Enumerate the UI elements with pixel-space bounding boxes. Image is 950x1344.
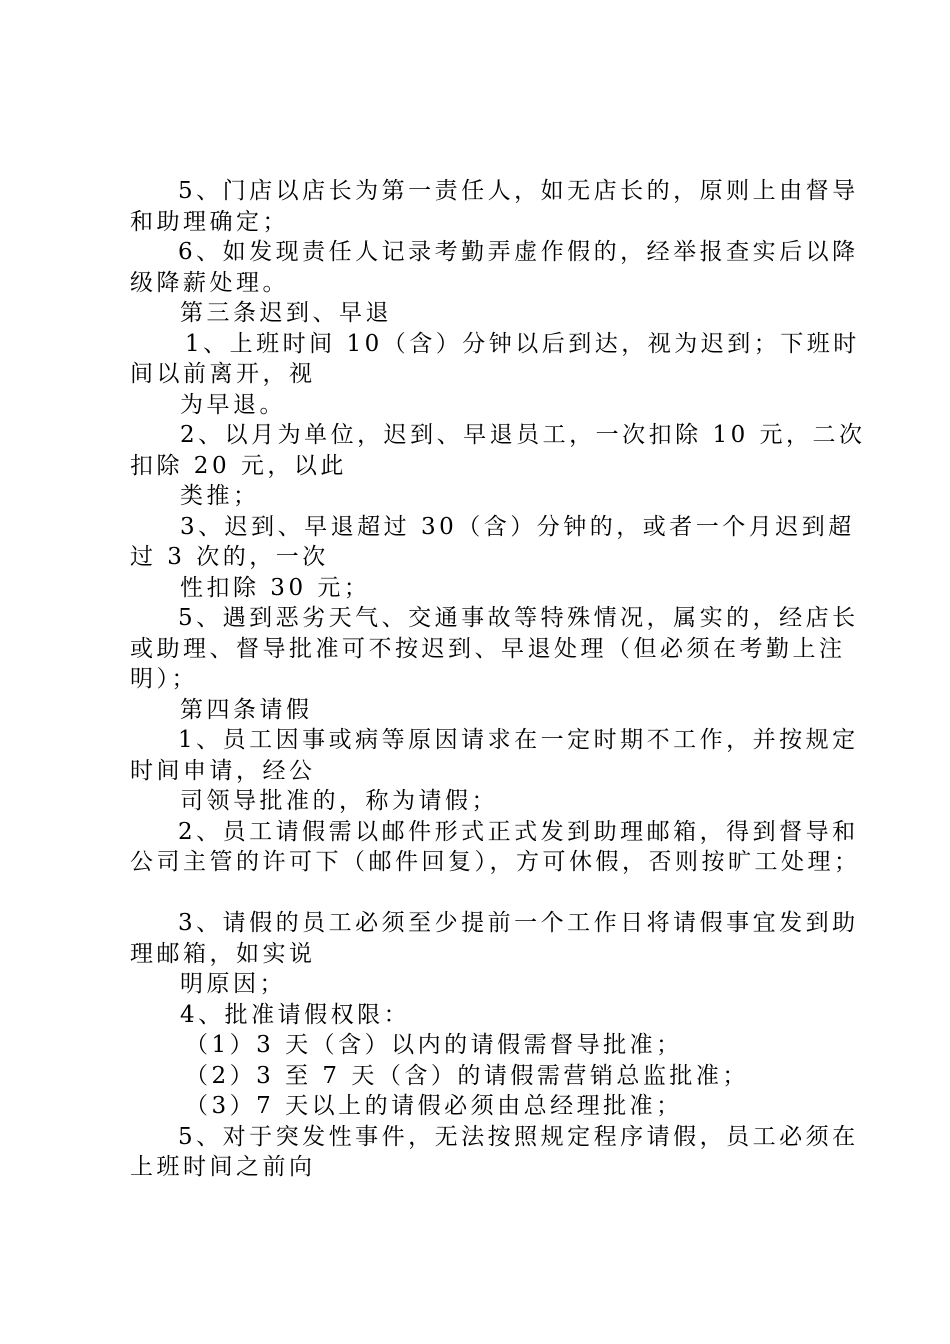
paragraph-line: 级降薪处理。 [130, 269, 289, 296]
paragraph-line: 理邮箱，如实说 [130, 940, 316, 967]
paragraph-line: 为早退。 [180, 391, 286, 418]
paragraph-line: 1、员工因事或病等原因请求在一定时期不工作，并按规定 [178, 727, 859, 753]
paragraph-line: 5、对于突发性事件，无法按照规定程序请假，员工必须在 [178, 1123, 859, 1150]
list-item: （3）7 天以上的请假必须由总经理批准； [185, 1093, 683, 1119]
paragraph-line: 1、上班时间 10（含）分钟以后到达，视为迟到；下班时 [185, 330, 860, 357]
paragraph-line: 过 3 次的，一次 [130, 544, 329, 570]
paragraph-line: 类推； [180, 483, 260, 509]
document-body [130, 176, 866, 1183]
paragraph-line: 和助理确定； [130, 208, 289, 235]
paragraph-line: 上班时间之前向 [130, 1154, 316, 1180]
paragraph-line: 公司主管的许可下（邮件回复），方可休假，否则按旷工处理； [130, 849, 861, 875]
paragraph-line: 或助理、督导批准可不按迟到、早退处理（但必须在考勤上注 [130, 635, 846, 662]
blank-line [130, 878, 842, 909]
paragraph-line: 4、批准请假权限： [180, 1001, 411, 1028]
section-heading: 第三条迟到、早退 [180, 300, 392, 326]
paragraph-line: 5、遇到恶劣天气、交通事故等特殊情况，属实的，经店长 [178, 605, 859, 631]
paragraph-line: 3、迟到、早退超过 30（含）分钟的，或者一个月迟到超 [180, 513, 855, 540]
paragraph-line: 司领导批准的，称为请假； [180, 788, 498, 814]
list-item: （1）3 天（含）以内的请假需督导批准； [185, 1032, 683, 1058]
paragraph-line: 6、如发现责任人记录考勤弄虚作假的，经举报查实后以降 [178, 239, 859, 265]
paragraph-line: 2、员工请假需以邮件形式正式发到助理邮箱，得到督导和 [178, 818, 859, 845]
paragraph-line: 性扣除 30 元； [180, 574, 371, 601]
paragraph-line: 明原因； [180, 971, 286, 997]
paragraph-line: 3、请假的员工必须至少提前一个工作日将请假事宜发到助 [178, 910, 859, 936]
paragraph-line: 时间申请，经公 [130, 757, 316, 784]
section-heading: 第四条请假 [180, 696, 313, 723]
paragraph-line: 扣除 20 元，以此 [130, 452, 347, 479]
list-item: （2）3 至 7 天（含）的请假需营销总监批准； [185, 1062, 749, 1089]
paragraph-line: 明）； [130, 666, 198, 692]
paragraph-line: 5、门店以店长为第一责任人，如无店长的，原则上由督导 [178, 178, 859, 204]
paragraph-line: 2、以月为单位，迟到、早退员工，一次扣除 10 元，二次 [180, 422, 866, 448]
paragraph-line: 间以前离开，视 [130, 361, 316, 387]
